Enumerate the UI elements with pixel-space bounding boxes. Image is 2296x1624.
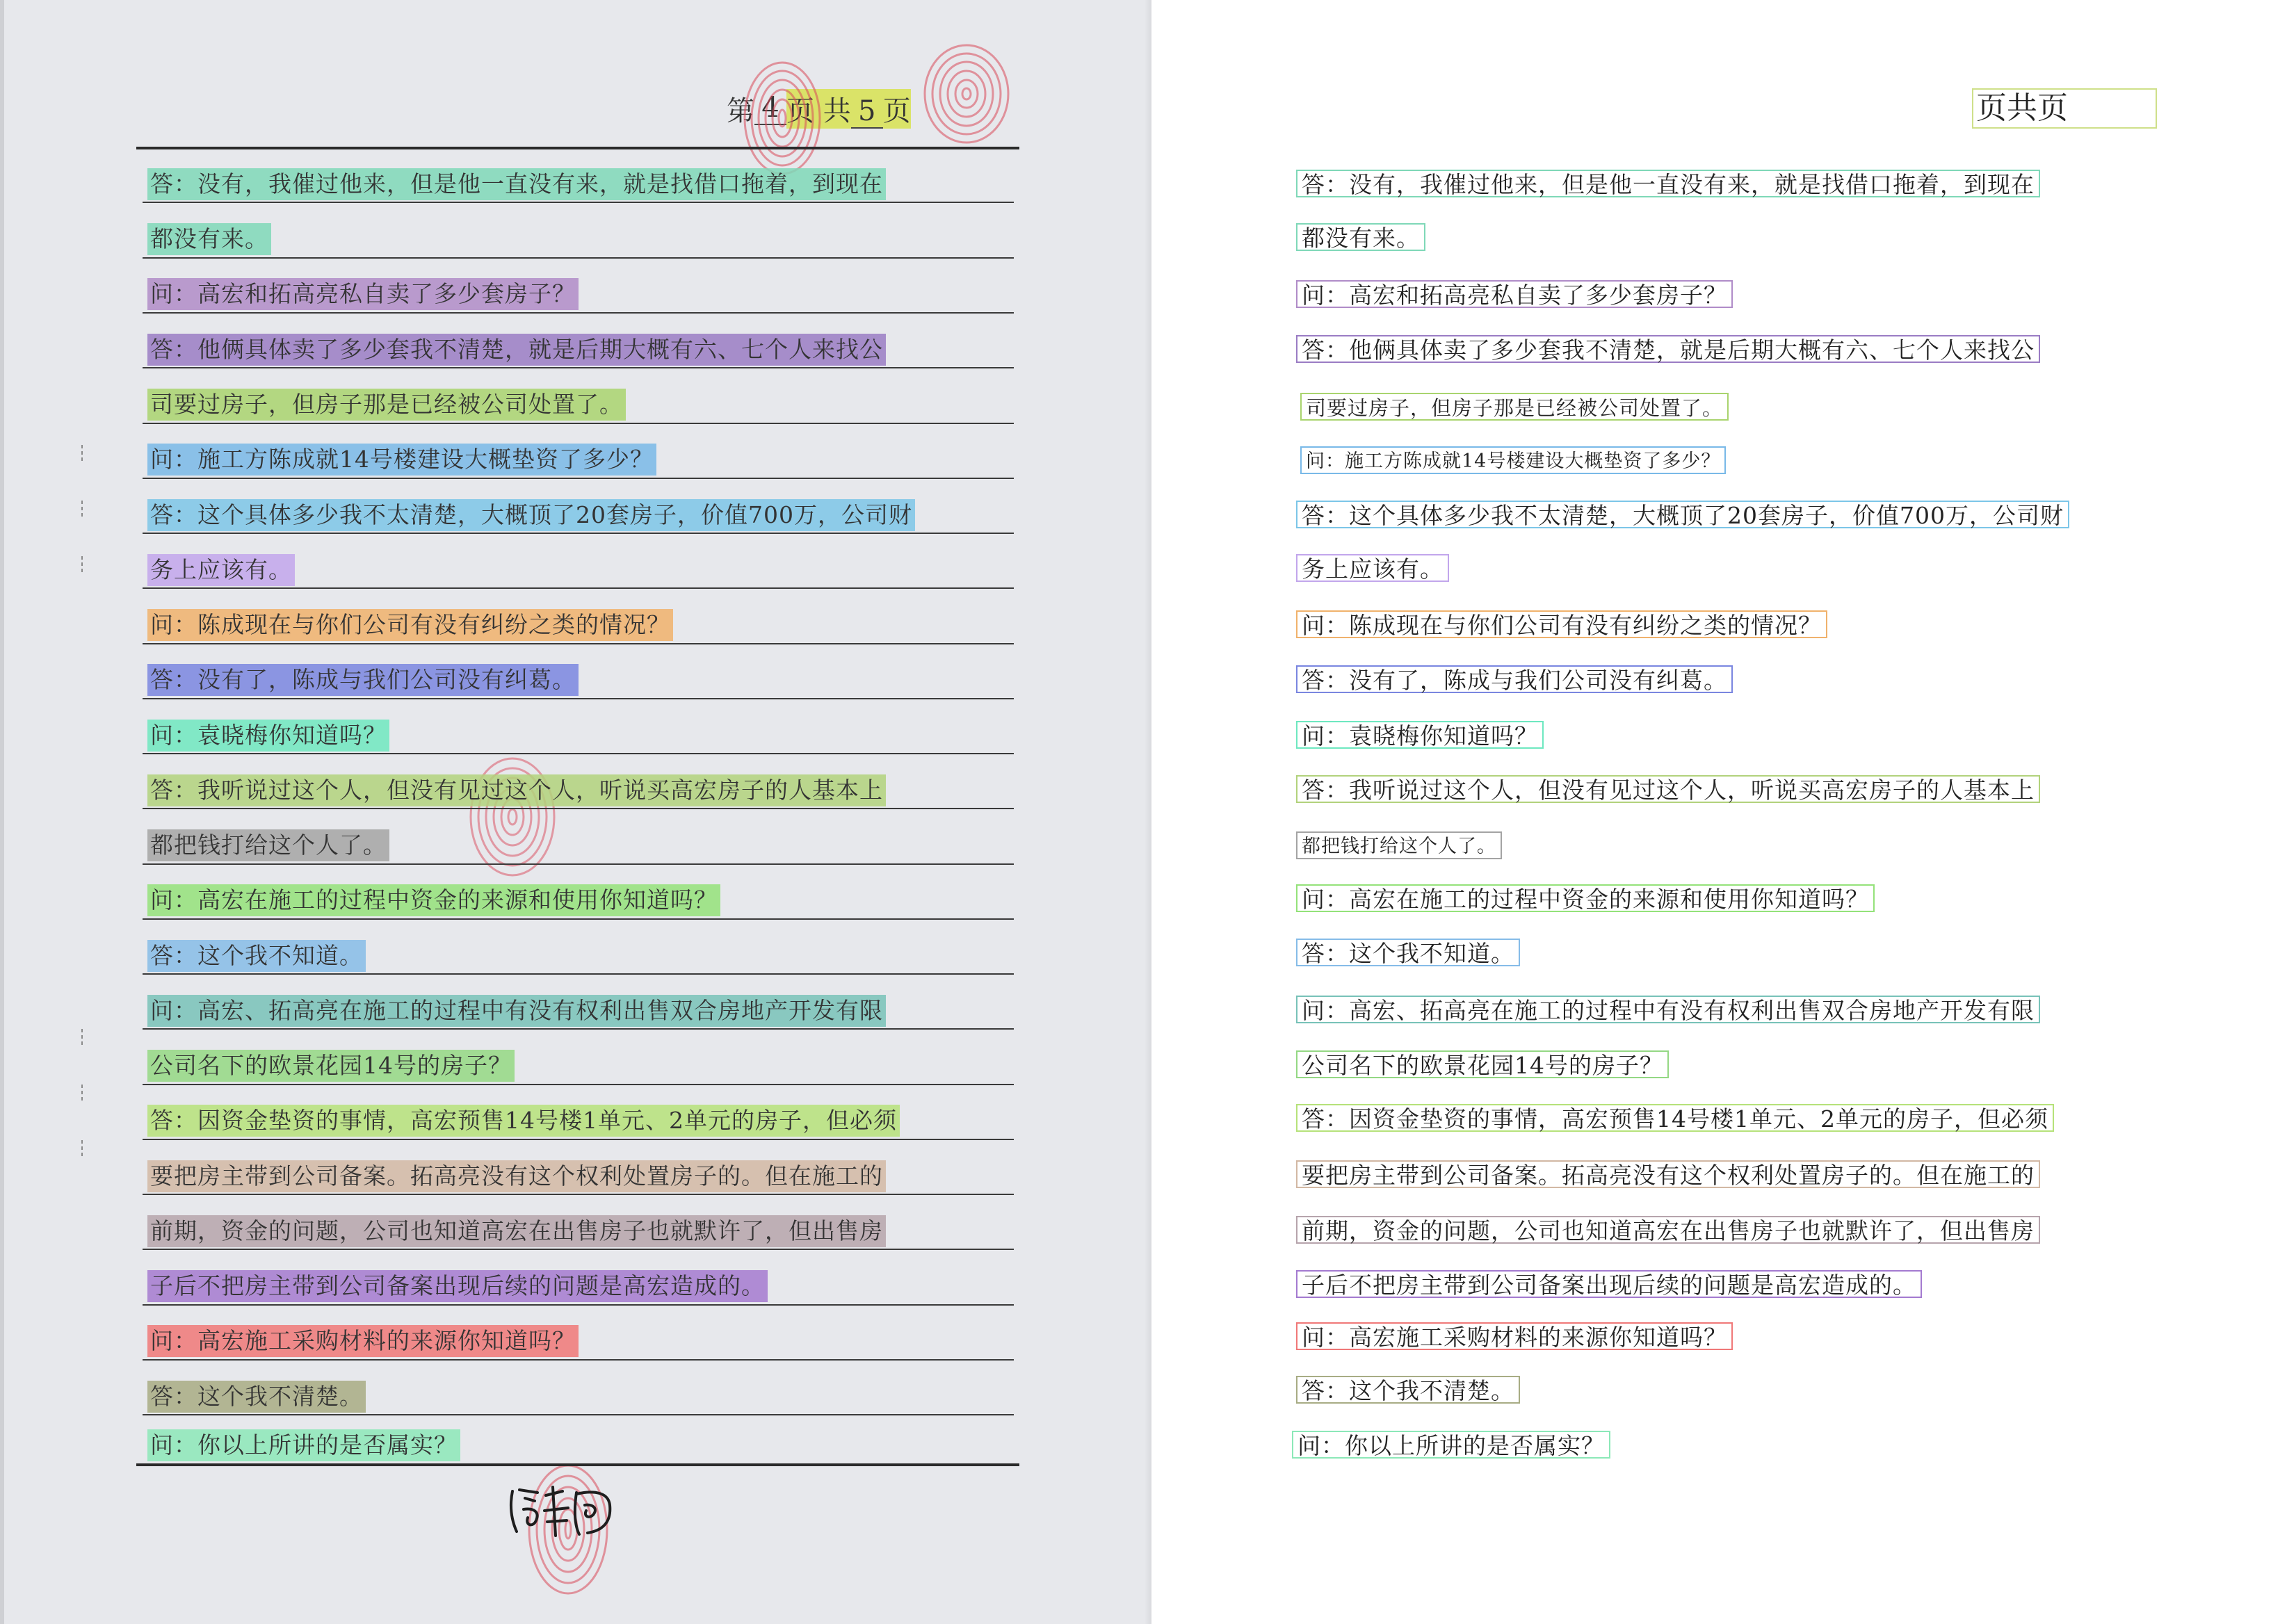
ocr-line-18: 答：因资金垫资的事情，高宏预售14号楼1单元、2单元的房子，但必须 — [1296, 1104, 2054, 1132]
ruled-line — [143, 257, 1014, 259]
ruled-line — [143, 1414, 1014, 1415]
ruled-line — [143, 753, 1014, 754]
ruled-line — [143, 643, 1014, 644]
scan-line-17: 公司名下的欧景花园14号的房子？ — [147, 1050, 515, 1082]
scan-line-1: 答：没有，我催过他来，但是他一直没有来，就是找借口拖着，到现在 — [147, 168, 886, 200]
ocr-line-13: 都把钱打给这个人了。 — [1296, 831, 1502, 859]
scan-line-10: 答：没有了，陈成与我们公司没有纠葛。 — [147, 664, 579, 696]
page-prefix: 第 — [727, 95, 754, 127]
ocr-line-19: 要把房主带到公司备案。拓高亮没有这个权利处置房子的。但在施工的 — [1296, 1160, 2040, 1188]
scan-line-23: 答：这个我不清楚。 — [147, 1381, 366, 1413]
page-middle-text: 页 共 — [786, 95, 851, 127]
page-number: 4 — [754, 92, 786, 125]
scan-line-3: 问：高宏和拓高亮私自卖了多少套房子？ — [147, 278, 579, 310]
scan-line-14: 问：高宏在施工的过程中资金的来源和使用你知道吗？ — [147, 884, 720, 916]
ruled-line — [143, 423, 1014, 424]
scan-line-12: 答：我听说过这个人，但没有见过这个人，听说买高宏房子的人基本上 — [147, 774, 886, 806]
ocr-line-10: 答：没有了，陈成与我们公司没有纠葛。 — [1296, 665, 1733, 693]
binding-mark — [81, 1085, 83, 1101]
scan-line-21: 子后不把房主带到公司备案出现后续的问题是高宏造成的。 — [147, 1270, 768, 1302]
binding-mark — [81, 1140, 83, 1157]
scan-line-6: 问：施工方陈成就14号楼建设大概垫资了多少？ — [147, 444, 656, 476]
ocr-line-24: 问：你以上所讲的是否属实？ — [1292, 1431, 1610, 1459]
scan-line-18: 答：因资金垫资的事情，高宏预售14号楼1单元、2单元的房子，但必须 — [147, 1105, 900, 1137]
scan-line-16: 问：高宏、拓高亮在施工的过程中有没有权利出售双合房地产开发有限 — [147, 995, 886, 1027]
ruled-line — [143, 808, 1014, 809]
scan-line-9: 问：陈成现在与你们公司有没有纠纷之类的情况？ — [147, 609, 673, 641]
binding-mark — [81, 501, 83, 517]
ocr-line-6: 问：施工方陈成就14号楼建设大概垫资了多少？ — [1300, 446, 1726, 474]
ocr-line-8: 务上应该有。 — [1296, 554, 1449, 582]
footer-rule — [136, 1463, 1019, 1466]
ocr-line-3: 问：高宏和拓高亮私自卖了多少套房子？ — [1296, 280, 1733, 308]
scan-line-4: 答：他俩具体卖了多少套我不清楚，就是后期大概有六、七个人来找公 — [147, 334, 886, 366]
ruled-line — [143, 698, 1014, 699]
ocr-line-17: 公司名下的欧景花园14号的房子？ — [1296, 1050, 1669, 1078]
scan-line-7: 答：这个具体多少我不太清楚，大概顶了20套房子，价值700万，公司财 — [147, 499, 915, 531]
ruled-line — [143, 1139, 1014, 1140]
header-rule — [136, 147, 1019, 149]
scan-line-15: 答：这个我不知道。 — [147, 940, 366, 972]
ruled-line — [143, 587, 1014, 589]
scan-line-8: 务上应该有。 — [147, 554, 295, 586]
ocr-line-12: 答：我听说过这个人，但没有见过这个人，听说买高宏房子的人基本上 — [1296, 775, 2040, 803]
ocr-line-21: 子后不把房主带到公司备案出现后续的问题是高宏造成的。 — [1296, 1270, 1922, 1298]
ruled-line — [143, 1084, 1014, 1085]
ruled-line — [143, 1304, 1014, 1306]
ocr-line-14: 问：高宏在施工的过程中资金的来源和使用你知道吗？ — [1296, 884, 1875, 912]
ruled-line — [143, 1359, 1014, 1361]
scan-line-11: 问：袁晓梅你知道吗？ — [147, 720, 389, 752]
ruled-line — [143, 202, 1014, 203]
binding-mark — [81, 556, 83, 573]
binding-edge — [0, 0, 4, 1624]
ocr-line-16: 问：高宏、拓高亮在施工的过程中有没有权利出售双合房地产开发有限 — [1296, 996, 2040, 1023]
ruled-line — [143, 1028, 1014, 1030]
page-suffix: 页 — [882, 95, 911, 127]
ruled-line — [143, 1194, 1014, 1195]
ocr-line-22: 问：高宏施工采购材料的来源你知道吗？ — [1296, 1322, 1733, 1350]
scan-line-13: 都把钱打给这个人了。 — [147, 829, 389, 861]
ocr-page-header: 页共页 — [1972, 88, 2157, 129]
scan-line-2: 都没有来。 — [147, 223, 271, 255]
scan-line-5: 司要过房子，但房子那是已经被公司处置了。 — [147, 389, 626, 421]
ocr-line-9: 问：陈成现在与你们公司有没有纠纷之类的情况？ — [1296, 610, 1827, 638]
ocr-line-20: 前期，资金的问题，公司也知道高宏在出售房子也就默许了，但出售房 — [1296, 1216, 2040, 1244]
ruled-line — [143, 973, 1014, 975]
ruled-line — [143, 863, 1014, 865]
scan-line-20: 前期，资金的问题，公司也知道高宏在出售房子也就默许了，但出售房 — [147, 1215, 886, 1247]
scan-line-24: 问：你以上所讲的是否属实？ — [147, 1429, 460, 1461]
fingerprint-mark — [741, 59, 824, 177]
ruled-line — [143, 478, 1014, 479]
total-pages: 5 — [851, 95, 883, 129]
page-edge-shadow — [1145, 0, 1151, 1624]
binding-mark — [81, 445, 83, 462]
ocr-line-1: 答：没有，我催过他来，但是他一直没有来，就是找借口拖着，到现在 — [1296, 170, 2040, 197]
ruled-line — [143, 533, 1014, 534]
scan-line-19: 要把房主带到公司备案。拓高亮没有这个权利处置房子的。但在施工的 — [147, 1160, 886, 1192]
ocr-line-5: 司要过房子，但房子那是已经被公司处置了。 — [1300, 393, 1729, 421]
binding-mark — [81, 1029, 83, 1046]
ruled-line — [143, 367, 1014, 368]
ruled-line — [143, 312, 1014, 314]
scan-line-22: 问：高宏施工采购材料的来源你知道吗？ — [147, 1325, 579, 1357]
ruled-line — [143, 1249, 1014, 1250]
ruled-line — [143, 918, 1014, 920]
ocr-line-4: 答：他俩具体卖了多少套我不清楚，就是后期大概有六、七个人来找公 — [1296, 335, 2040, 363]
ocr-line-23: 答：这个我不清楚。 — [1296, 1376, 1520, 1404]
fingerprint-mark — [466, 754, 560, 879]
ocr-line-15: 答：这个我不知道。 — [1296, 939, 1520, 966]
ocr-line-11: 问：袁晓梅你知道吗？ — [1296, 721, 1544, 749]
ocr-line-7: 答：这个具体多少我不太清楚，大概顶了20套房子，价值700万，公司财 — [1296, 501, 2069, 528]
handwritten-signature — [504, 1477, 622, 1540]
ocr-line-2: 都没有来。 — [1296, 223, 1425, 251]
fingerprint-mark — [921, 42, 1012, 146]
